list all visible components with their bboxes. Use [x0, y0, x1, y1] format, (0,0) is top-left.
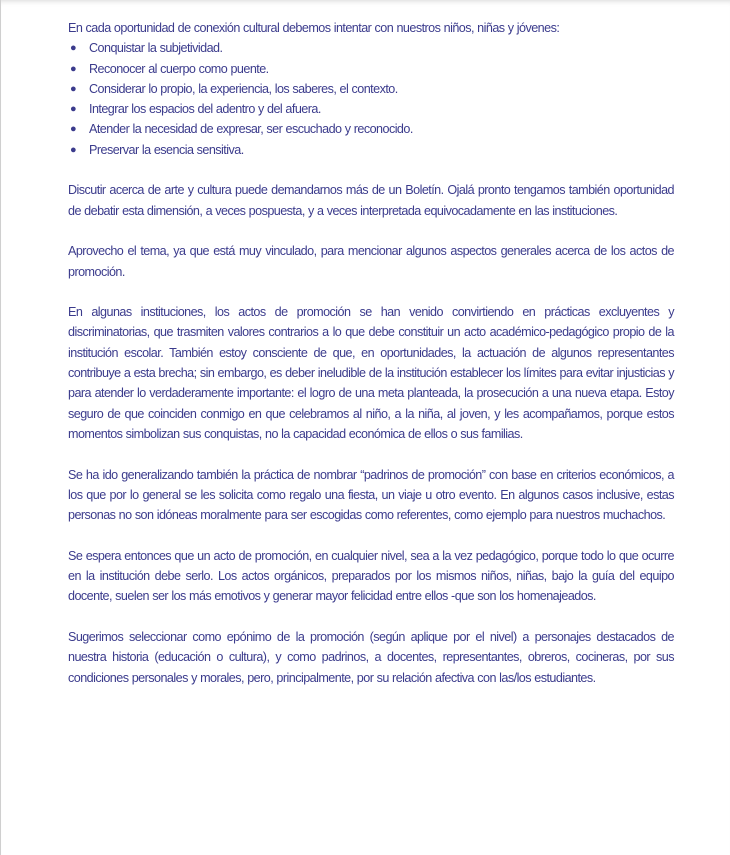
list-item-text: Atender la necesidad de expresar, ser escuchado y reconocido. [89, 122, 413, 137]
paragraph-practicas-excluyentes: En algunas instituciones, los actos de promoción se han venido convirtiendo en prácticas excluyentes y discriminatorias, que trasmiten valores contrarios a lo que debe constituir un acto académico-pedagógico propio de la institución escolar. También estoy consciente de que, en oportunidades, la actuación de algunos representantes contribuye a esta brecha; sin embargo, es deber ineludible de la institución establecer los límites para evitar injusticias y para atender lo verdaderamente importante: el logro de una meta planteada, la prosecución a una nueva etapa. Estoy seguro de que coinciden conmigo en que celebramos al niño, a la niña, al joven, y les acompañamos, porque estos momentos simbolizan sus conquistas, no la capacidad económica de ellos o sus familias. [68, 305, 674, 441]
bullet-icon: ● [70, 103, 77, 116]
bullet-icon: ● [70, 62, 77, 75]
list-item [68, 59, 674, 79]
paragraph-sugerencias: Sugerimos seleccionar como epónimo de la promoción (según aplique por el nivel) a personajes destacados de nuestra historia (educación o cultura), y como padrinos, a docentes, representantes, obreros, cocineras, por sus condiciones personales y morales, pero, principalmente, por su relación afectiva con las/los estudiantes. [68, 629, 674, 685]
paragraph-padrinos: Se ha ido generalizando también la práctica de nombrar “padrinos de promoción” con base en criterios económicos, a los que por lo general se les solicita como regalo una fiesta, un viaje u otro evento. En algunos casos inclusive, estas personas no son idóneas moralmente para ser escogidas como referentes, como ejemplo para nuestros muchachos. [68, 467, 674, 523]
list-item [68, 140, 674, 160]
list-item [68, 38, 674, 58]
list-item-text: Conquistar la subjetividad. [89, 41, 223, 56]
bullet-icon: ● [70, 143, 77, 156]
bullet-icon: ● [70, 123, 77, 136]
document-body [68, 18, 674, 688]
list-item [68, 79, 674, 99]
list-item-text: Preservar la esencia sensitiva. [89, 142, 244, 157]
list-item-text: Reconocer al cuerpo como puente. [89, 61, 269, 76]
list-item [68, 99, 674, 119]
list-item-text: Considerar lo propio, la experiencia, los saberes, el contexto. [89, 81, 398, 96]
bullet-list [68, 38, 674, 160]
intro-text: En cada oportunidad de conexión cultural debemos intentar con nuestros niños, niñas y jóvenes: [68, 21, 560, 35]
list-item [68, 119, 674, 139]
paragraph-acto-pedagogico: Se espera entonces que un acto de promoción, en cualquier nivel, sea a la vez pedagógico, porque todo lo que ocurre en la institución debe serlo. Los actos orgánicos, preparados por los mismos niños, niñas, bajo la guía del equipo docente, suelen ser los más emotivos y generar mayor felicidad entre ellos -que son los homenajeados. [68, 548, 674, 604]
paragraph-actos-promocion-intro: Aprovecho el tema, ya que está muy vinculado, para mencionar algunos aspectos generales acerca de los actos de promoción. [68, 244, 674, 279]
bullet-icon: ● [70, 42, 77, 55]
list-item-text: Integrar los espacios del adentro y del afuera. [89, 102, 321, 117]
bullet-icon: ● [70, 82, 77, 95]
paragraph-arte-cultura: Discutir acerca de arte y cultura puede demandarnos más de un Boletín. Ojalá pronto tengamos también oportunidad de debatir esta dimensión, a veces pospuesta, y a veces interpretada equivocadamente en las instituciones. [68, 183, 674, 218]
